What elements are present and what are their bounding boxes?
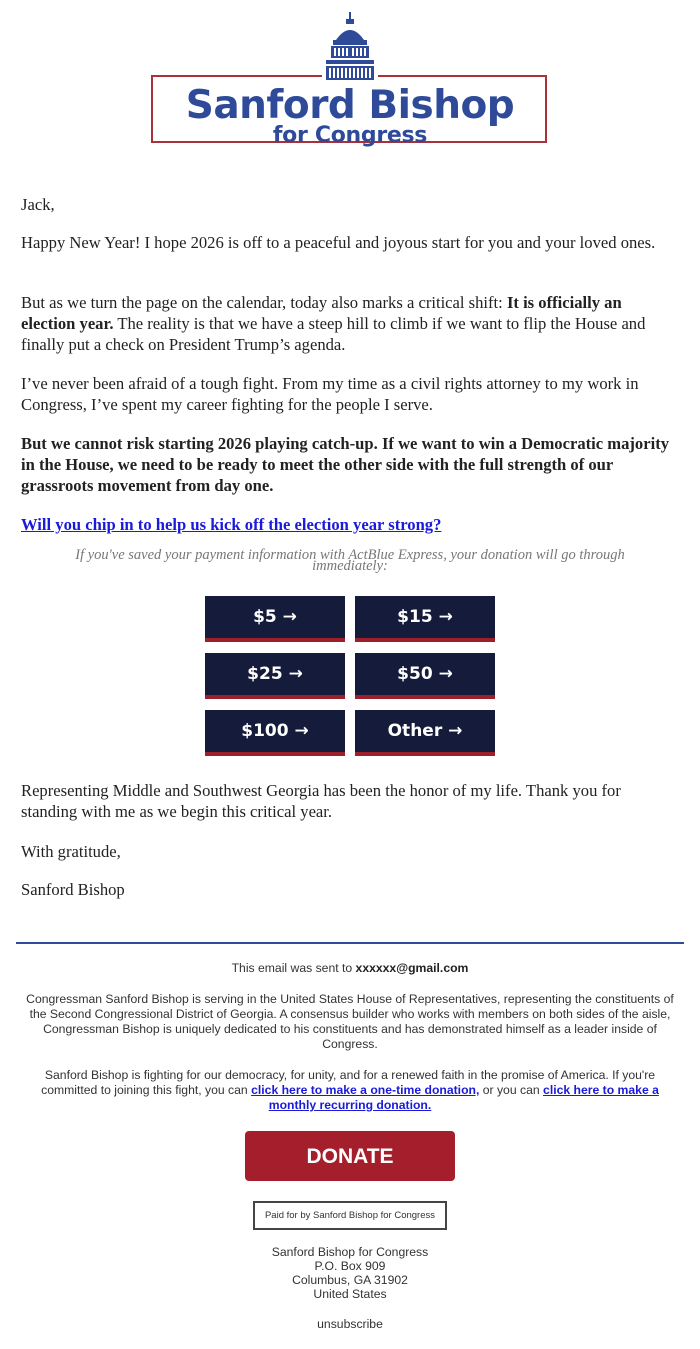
mailing-address (0, 1245, 700, 1301)
fight-mid: or you can (479, 1083, 544, 1097)
p2-bold: It is officially an election year. (21, 293, 622, 333)
donate-50-button[interactable]: $50 → (355, 653, 495, 699)
paragraph-honor: Representing Middle and Southwest Georgia has been the honor of my life. Thank you for standing with me as we begin this critical year. (21, 781, 621, 821)
paragraph-new-year: Happy New Year! I hope 2026 is off to a peaceful and joyous start for you and your loved ones. (21, 233, 656, 252)
paragraph-catch-up: But we cannot risk starting 2026 playing catch-up. If we want to win a Democratic majority in the House, we need to be ready to meet the other side with the full strength of our grassroots movement from day one. (21, 434, 670, 495)
fight-paragraph (20, 1068, 680, 1113)
about-paragraph: Congressman Sanford Bishop is serving in the United States House of Representatives, representing the constituents of the Second Congressional District of Georgia. A consensus builder who works with members on both sides of the aisle, Congressman Bishop is uniquely dedicated to his constituents and has demonstrated himself as a leader inside of Congress. (26, 992, 674, 1051)
p2-start: But as we turn the page on the calendar, today also marks a critical shift: (21, 293, 507, 312)
recipient-email: xxxxxx@gmail.com (355, 961, 469, 975)
paid-for-disclaimer: Paid for by Sanford Bishop for Congress (253, 1201, 447, 1230)
logo-subtitle: for Congress (272, 123, 428, 148)
fight-start: Sanford Bishop is fighting for our democracy, for unity, and for a renewed faith in the promise of America. If you're committed to joining this fight, you can (41, 1068, 656, 1097)
one-time-donation-link[interactable]: click here to make a one-time donation, (251, 1083, 480, 1097)
address-line: United States (313, 1287, 387, 1301)
donate-button[interactable]: DONATE (245, 1131, 455, 1181)
chip-in-link[interactable]: Will you chip in to help us kick off the election year strong? (21, 515, 442, 534)
paragraph-election-year (21, 292, 676, 355)
donate-25-button[interactable]: $25 → (205, 653, 345, 699)
p2-end: The reality is that we have a steep hill to climb if we want to flip the House and finally put a check on President Trump’s agenda. (21, 314, 646, 354)
donate-5-button[interactable]: $5 → (205, 596, 345, 642)
donate-100-button[interactable]: $100 → (205, 710, 345, 756)
unsubscribe-row (0, 1317, 700, 1332)
capitol-dome-icon (322, 10, 378, 86)
greeting: Jack, (21, 195, 55, 214)
donate-15-button[interactable]: $15 → (355, 596, 495, 642)
address-line: Columbus, GA 31902 (292, 1273, 408, 1287)
monthly-donation-link[interactable]: click here to make a monthly recurring donation. (268, 1083, 659, 1112)
address-line: P.O. Box 909 (314, 1259, 386, 1273)
unsubscribe-link[interactable]: unsubscribe (317, 1317, 383, 1331)
campaign-logo (0, 0, 700, 160)
address-line: Sanford Bishop for Congress (271, 1245, 429, 1259)
sent-prefix: This email was sent to (231, 961, 356, 975)
paragraph-tough-fight: I’ve never been afraid of a tough fight. From my time as a civil rights attorney to my work in Congress, I’ve spent my career fighting for the people I serve. (21, 374, 639, 414)
actblue-express-note: If you've saved your payment information with ActBlue Express, your donation will go through immediately: (75, 547, 625, 574)
footer-divider (16, 942, 684, 944)
sent-to-line (0, 961, 700, 976)
donate-other-button[interactable]: Other → (355, 710, 495, 756)
logo-name: Sanford Bishop (185, 83, 515, 128)
signature: Sanford Bishop (21, 880, 125, 899)
ask-paragraph (21, 514, 676, 535)
closing: With gratitude, (21, 842, 121, 861)
